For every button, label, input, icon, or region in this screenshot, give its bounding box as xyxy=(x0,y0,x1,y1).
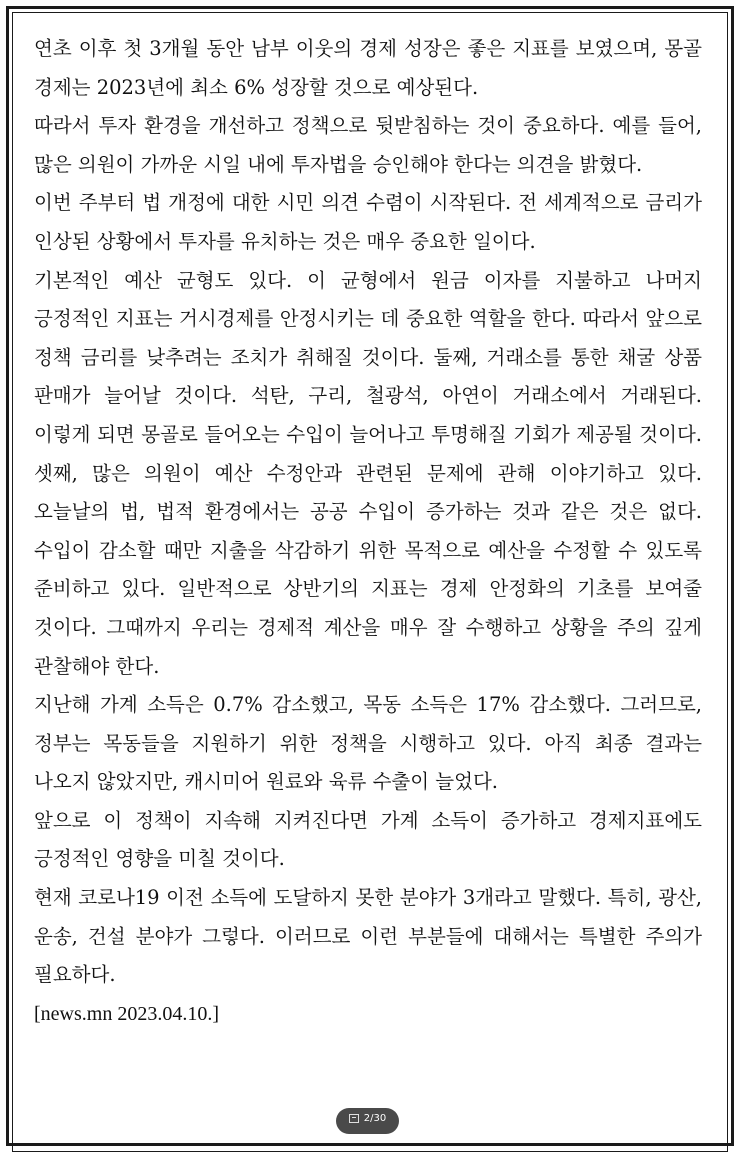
document-body xyxy=(34,30,702,1033)
paragraph-5: 지난해 가계 소득은 0.7% 감소했고, 목동 소득은 17% 감소했다. 그러므로, 정부는 목동들을 지원하기 위한 정책을 시행하고 있다. 아직 최종 결과는 나오지 않았지만, 캐시미어 원료와 육류 수출이 늘었다. xyxy=(34,693,702,794)
paragraph-1: 연초 이후 첫 3개월 동안 남부 이웃의 경제 성장은 좋은 지표를 보였으며, 몽골 경제는 2023년에 최소 6% 성장할 것으로 예상된다. xyxy=(34,37,702,99)
page-indicator[interactable] xyxy=(336,1108,399,1134)
paragraph-2: 따라서 투자 환경을 개선하고 정책으로 뒷받침하는 것이 중요하다. 예를 들어, 많은 의원이 가까운 시일 내에 투자법을 승인해야 한다는 의견을 밝혔다. xyxy=(34,114,702,176)
page-icon xyxy=(349,1114,359,1123)
paragraph-6: 앞으로 이 정책이 지속해 지켜진다면 가계 소득이 증가하고 경제지표에도 긍정적인 영향을 미칠 것이다. xyxy=(34,808,702,871)
news-source: [news.mn 2023.04.10.] xyxy=(34,1002,219,1025)
paragraph-7: 현재 코로나19 이전 소득에 도달하지 못한 분야가 3개라고 말했다. 특히, 광산, 운송, 건설 분야가 그렇다. 이러므로 이런 부분들에 대해서는 특별한 주의가 필요하다. xyxy=(34,886,702,987)
paragraph-4: 기본적인 예산 균형도 있다. 이 균형에서 원금 이자를 지불하고 나머지 긍정적인 지표는 거시경제를 안정시키는 데 중요한 역할을 한다. 따라서 앞으로 정책 금리를 낮추려는 조치가 취해질 것이다. 둘째, 거래소를 통한 채굴 상품 판매가 늘어날 것이다. 석탄, 구리, 철광석, 아연이 거래소에서 거래된다. 이렇게 되면 몽골로 들어오는 수입이 늘어나고 투명해질 기회가 제공될 것이다. 셋째, 많은 의원이 예산 수정안과 관련된 문제에 관해 이야기하고 있다. 오늘날의 법, 법적 환경에서는 공공 수입이 증가하는 것과 같은 것은 없다. 수입이 감소할 때만 지출을 삭감하기 위한 목적으로 예산을 수정할 수 있도록 준비하고 있다. 일반적으로 상반기의 지표는 경제 안정화의 기초를 보여줄 것이다. 그때까지 우리는 경제적 계산을 매우 잘 수행하고 상황을 주의 깊게 관찰해야 한다. xyxy=(34,268,702,678)
page-indicator-text: 2/30 xyxy=(363,1112,387,1124)
paragraph-3: 이번 주부터 법 개정에 대한 시민 의견 수렴이 시작된다. 전 세계적으로 금리가 인상된 상황에서 투자를 유치하는 것은 매우 중요한 일이다. xyxy=(34,191,702,253)
